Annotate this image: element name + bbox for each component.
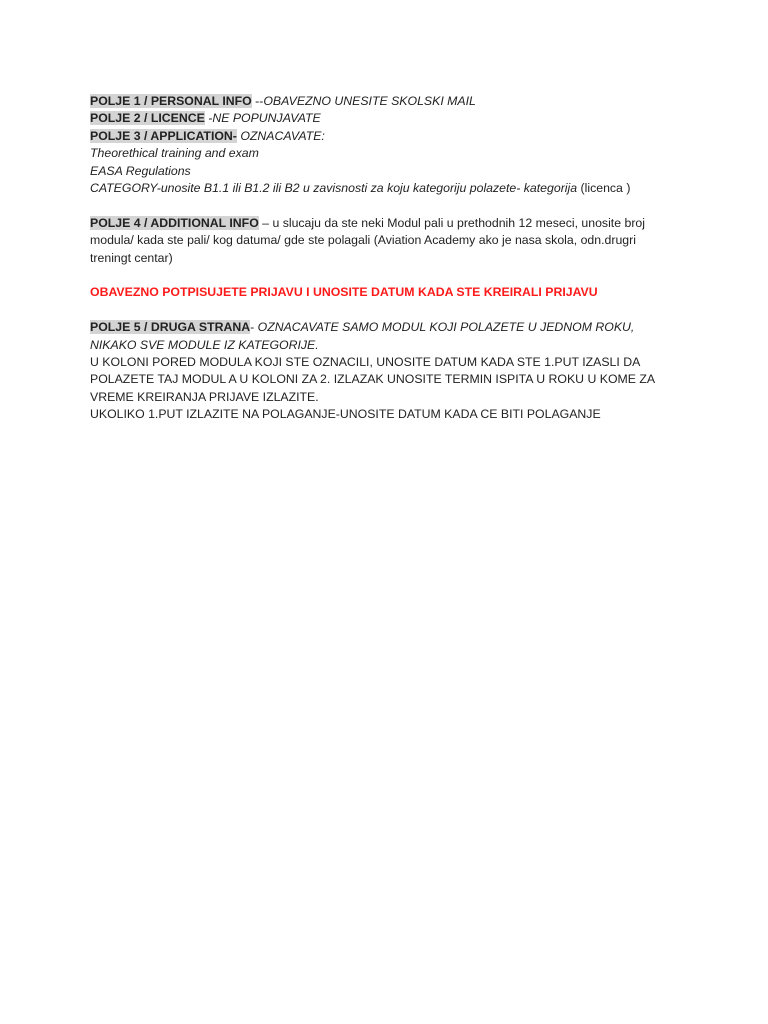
field1-note: OBAVEZNO UNESITE SKOLSKI MAIL bbox=[263, 94, 476, 108]
signature-warning: OBAVEZNO POTPISUJETE PRIJAVU I UNOSITE DATUM KADA STE KREIRALI PRIJAVU bbox=[90, 285, 598, 300]
field4-paragraph bbox=[90, 215, 680, 267]
field5-first-attempt-instructions: UKOLIKO 1.PUT IZLAZITE NA POLAGANJE-UNOSITE DATUM KADA CE BITI POLAGANJE bbox=[90, 407, 601, 422]
spacer bbox=[90, 197, 680, 214]
field4-text: – u slucaju da ste neki Modul pali u prethodnih 12 meseci, unosite broj modula/ kada ste pali/ kog datuma/ gde ste polagali (Aviation Academy ako je nasa skola, odn.drugri treningt centar) bbox=[90, 215, 645, 265]
field2-note: -NE POPUNJAVATE bbox=[204, 111, 321, 126]
field5-note: OZNACAVATE SAMO MODUL KOJI POLAZETE U JEDNOM ROKU, NIKAKO SVE MODULE IZ KATEGORIJE. bbox=[90, 320, 635, 352]
field5-dash: - bbox=[250, 320, 255, 335]
field5-column-instructions: U KOLONI PORED MODULA KOJI STE OZNACILI, UNOSITE DATUM KADA STE 1.PUT IZASLI DA POLAZETE TAJ MODUL A U KOLONI ZA 2. IZLAZAK UNOSITE TERMIN ISPITA U ROKU U KOME ZA VREME KREIRANJA PRIJAVE IZLAZITE. bbox=[90, 355, 655, 404]
field1-label: POLJE 1 / PERSONAL INFO bbox=[90, 94, 252, 108]
document-page bbox=[90, 93, 680, 424]
spacer bbox=[90, 267, 680, 284]
field1-line bbox=[90, 93, 680, 110]
field3-category-licence: (licenca ) bbox=[577, 181, 631, 196]
field3-item-training: Theorethical training and exam bbox=[90, 146, 259, 161]
field2-label: POLJE 2 / LICENCE bbox=[90, 111, 205, 126]
field5-paragraph bbox=[90, 319, 680, 354]
field3-note: OZNACAVATE: bbox=[236, 128, 325, 143]
field3-item-regulations: EASA Regulations bbox=[90, 163, 191, 178]
field3-line bbox=[90, 128, 680, 145]
field1-dashes: -- bbox=[251, 94, 264, 108]
field4-label: POLJE 4 / ADDITIONAL INFO bbox=[90, 215, 259, 230]
field2-line bbox=[90, 110, 680, 127]
field5-label: POLJE 5 / DRUGA STRANA bbox=[90, 320, 251, 335]
spacer bbox=[90, 302, 680, 319]
field3-label: POLJE 3 / APPLICATION- bbox=[90, 128, 237, 143]
field3-category-line bbox=[90, 180, 680, 197]
field3-category-text: CATEGORY-unosite B1.1 ili B1.2 ili B2 u zavisnosti za koju kategoriju polazete- kategorija bbox=[90, 181, 578, 196]
